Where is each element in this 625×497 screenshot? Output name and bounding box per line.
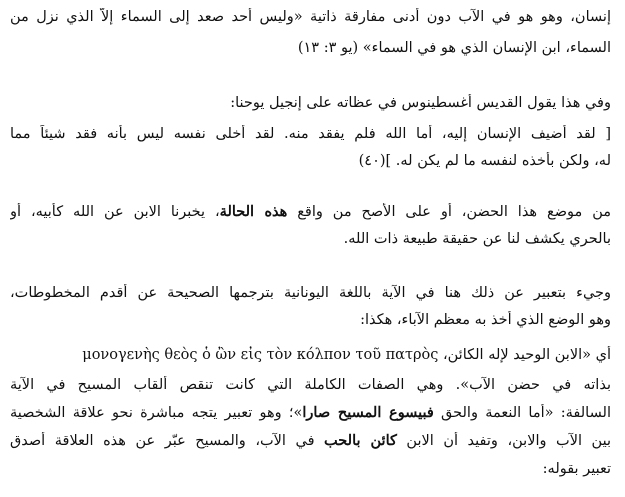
paragraph-4-line-1: وجيء بتعبير عن ذلك هنا في الآية باللغة اليونانية بترجمها الصحيحة عن أقدم المخطوطات،	[10, 285, 611, 301]
paragraph-4-l6-text-b: في الآب، والمسيح عبّر عن هذه العلاقة أصدق	[10, 433, 325, 449]
paragraph-2-line-1: وفي هذا يقول القديس أغسطينوس في عظاته على إنجيل يوحنا:	[230, 95, 611, 111]
paragraph-1-line-1: إنسان، وهو هو في الآب دون أدنى مفارقة ذاتية «وليس أحد صعد إلى السماء إلاّ الذي نزل من	[10, 9, 611, 25]
paragraph-3-emphasis: هذه الحالة	[219, 203, 288, 220]
paragraph-3-text-b: ، يخبرنا الابن عن الله كأبيه، أو	[10, 204, 220, 220]
greek-quote: μονογενὴς θεὸς ὁ ὢν εἰς τὸν κόλπον τοῦ πατρὸς	[82, 347, 439, 363]
paragraph-4-line-6	[10, 432, 611, 450]
paragraph-4-line-7: تعبير بقوله:	[542, 461, 611, 477]
paragraph-4-line-2: وهو الوضع الذي أخذ به معظم الآباء، هكذا:	[360, 312, 611, 328]
paragraph-2-line-2: [ لقد أضيف الإنسان إليه، أما الله فلم يفقد منه. لقد أخلى نفسه ليس بأنه فقد شيئاً مما	[10, 126, 611, 142]
paragraph-4-l5-text-b: »؛ وهو تعبير يتجه مباشرة نحو علاقة الشخصية	[10, 405, 303, 421]
paragraph-3-line-1	[10, 203, 611, 221]
paragraph-4-l5-text-a: السالفة: «أما النعمة والحق	[433, 405, 611, 421]
paragraph-4-arabic-gloss: أي «الابن الوحيد لإله الكائن	[447, 347, 611, 363]
paragraph-2-line-3: له، ولكن بأخذه لنفسه ما لم يكن له. ](٤٠)	[358, 153, 611, 169]
paragraph-4-l6-emphasis: كائن بالحب	[324, 432, 397, 449]
paragraph-3-text-a: من موضع هذا الحضن، أو على الأصح من واقع	[287, 204, 611, 220]
paragraph-4-l5-emphasis: فبيسوع المسيح صارا	[302, 404, 434, 421]
paragraph-4-line-4: بذاته في حضن الآب». وهي الصفات الكاملة التي كانت تنقص ألقاب المسيح في الآية	[10, 377, 611, 393]
paragraph-4-line-3: أي «الابن الوحيد لإله الكائن، μονογενὴς θεὸς ὁ ὢν εἰς τὸν κόλπον τοῦ πατρὸς	[82, 347, 611, 363]
paragraph-4-line-5	[10, 404, 611, 422]
paragraph-1-line-2: السماء، ابن الإنسان الذي هو في السماء» (يو ٣: ١٣)	[297, 40, 611, 56]
paragraph-3-line-2: بالحري يكشف لنا عن حقيقة طبيعة ذات الله.	[343, 231, 611, 247]
paragraph-4-l6-text-a: بين الآب والابن، وتفيد أن الابن	[396, 433, 611, 449]
